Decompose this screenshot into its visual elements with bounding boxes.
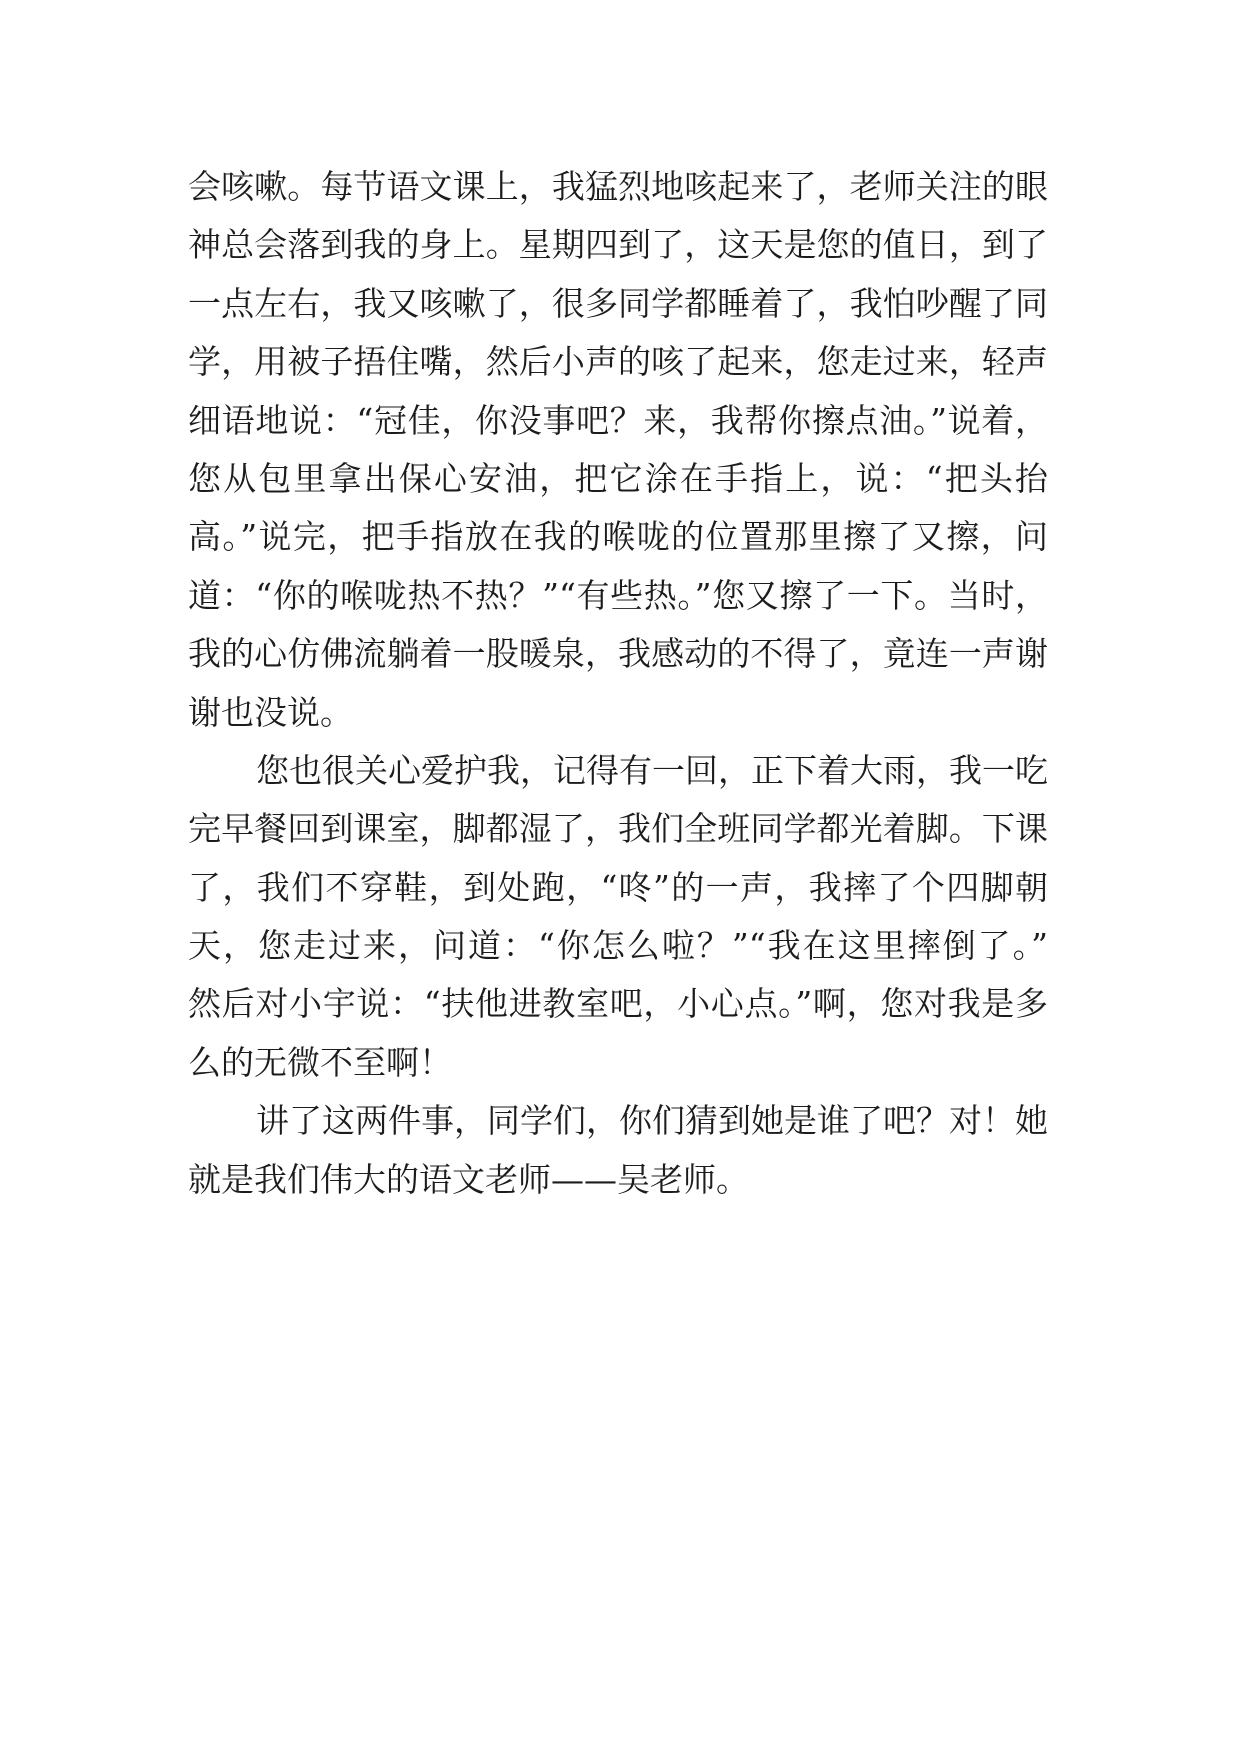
text-line: 我的心仿佛流躺着一股暖泉，我感动的不得了，竟连一声谢 bbox=[188, 634, 1048, 674]
text-line: 道：“你的喉咙热不热？”“有些热。”您又擦了一下。当时， bbox=[188, 575, 1048, 615]
paragraph-first-line: 您也很关心爱护我，记得有一回，正下着大雨，我一吃 bbox=[256, 750, 1048, 790]
text-line: 一点左右，我又咳嗽了，很多同学都睡着了，我怕吵醒了同 bbox=[188, 283, 1048, 323]
text-line: 天，您走过来，问道：“你怎么啦？”“我在这里摔倒了。” bbox=[188, 926, 1048, 966]
text-line: 高。”说完，把手指放在我的喉咙的位置那里擦了又擦，问 bbox=[188, 517, 1048, 557]
text-line: 谢也没说。 bbox=[188, 692, 353, 732]
paragraph-first-line: 讲了这两件事，同学们，你们猜到她是谁了吧？对！她 bbox=[256, 1101, 1048, 1141]
text-line: 您从包里拿出保心安油，把它涂在手指上，说：“把头抬 bbox=[188, 458, 1048, 498]
text-line: 完早餐回到课室，脚都湿了，我们全班同学都光着脚。下课 bbox=[188, 809, 1048, 849]
text-line: 然后对小宇说：“扶他进教室吧，小心点。”啊，您对我是多 bbox=[188, 984, 1048, 1024]
text-line: 就是我们伟大的语文老师——吴老师。 bbox=[188, 1159, 749, 1199]
text-line: 神总会落到我的身上。星期四到了，这天是您的值日，到了 bbox=[188, 225, 1048, 265]
document-body bbox=[188, 158, 1048, 1209]
text-line: 学，用被子捂住嘴，然后小声的咳了起来，您走过来，轻声 bbox=[188, 342, 1048, 382]
text-line: 会咳嗽。每节语文课上，我猛烈地咳起来了，老师关注的眼 bbox=[188, 167, 1048, 206]
text-line: 了，我们不穿鞋，到处跑，“咚”的一声，我摔了个四脚朝 bbox=[188, 867, 1048, 907]
text-line: 么的无微不至啊！ bbox=[188, 1042, 452, 1082]
text-line: 细语地说：“冠佳，你没事吧？来，我帮你擦点油。”说着， bbox=[188, 400, 1048, 440]
